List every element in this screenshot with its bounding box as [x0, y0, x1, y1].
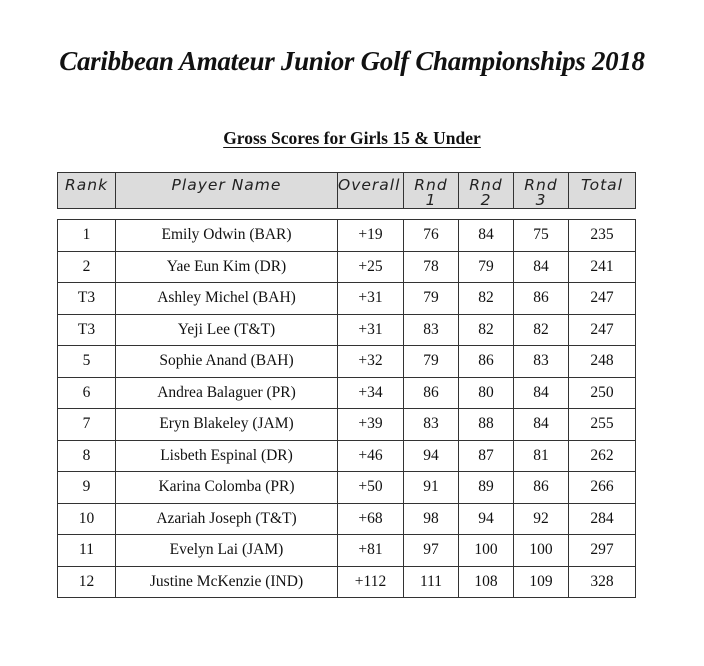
header-rnd-3: Rnd 3	[514, 173, 569, 209]
overall-cell: +34	[338, 377, 404, 409]
rnd-2-cell: 89	[459, 472, 514, 504]
overall-cell: +46	[338, 440, 404, 472]
total-cell: 247	[569, 283, 636, 315]
rnd-3-cell: 86	[514, 283, 569, 315]
rnd-3-cell: 84	[514, 251, 569, 283]
total-cell: 284	[569, 503, 636, 535]
rnd-1-cell: 83	[404, 409, 459, 441]
table-row	[58, 503, 636, 535]
header-rnd-2: Rnd 2	[459, 173, 514, 209]
header-rnd-1: Rnd 1	[404, 173, 459, 209]
rnd-3-cell: 83	[514, 346, 569, 378]
table-row	[58, 220, 636, 252]
player-name-cell: Azariah Joseph (T&T)	[116, 503, 338, 535]
rnd-3-cell: 75	[514, 220, 569, 252]
rnd-3-cell: 109	[514, 566, 569, 598]
player-name-cell: Justine McKenzie (IND)	[116, 566, 338, 598]
player-name-cell: Karina Colomba (PR)	[116, 472, 338, 504]
overall-cell: +25	[338, 251, 404, 283]
rank-cell: 5	[58, 346, 116, 378]
table-row	[58, 314, 636, 346]
table-row	[58, 377, 636, 409]
overall-cell: +81	[338, 535, 404, 567]
overall-cell: +31	[338, 314, 404, 346]
player-name-cell: Evelyn Lai (JAM)	[116, 535, 338, 567]
total-cell: 266	[569, 472, 636, 504]
rnd-2-cell: 87	[459, 440, 514, 472]
player-name-cell: Andrea Balaguer (PR)	[116, 377, 338, 409]
player-name-cell: Yae Eun Kim (DR)	[116, 251, 338, 283]
player-name-cell: Eryn Blakeley (JAM)	[116, 409, 338, 441]
rank-cell: 6	[58, 377, 116, 409]
overall-cell: +19	[338, 220, 404, 252]
header-total: Total	[569, 173, 636, 209]
rank-cell: 10	[58, 503, 116, 535]
total-cell: 328	[569, 566, 636, 598]
rank-cell: 7	[58, 409, 116, 441]
overall-cell: +32	[338, 346, 404, 378]
rank-cell: 2	[58, 251, 116, 283]
table-row	[58, 566, 636, 598]
rnd-3-cell: 81	[514, 440, 569, 472]
total-cell: 235	[569, 220, 636, 252]
rnd-1-cell: 86	[404, 377, 459, 409]
rank-cell: T3	[58, 314, 116, 346]
header-player-name: Player Name	[116, 173, 338, 209]
player-name-cell: Yeji Lee (T&T)	[116, 314, 338, 346]
rnd-3-cell: 86	[514, 472, 569, 504]
rnd-2-cell: 82	[459, 283, 514, 315]
player-name-cell: Sophie Anand (BAH)	[116, 346, 338, 378]
rnd-3-cell: 100	[514, 535, 569, 567]
rnd-1-cell: 111	[404, 566, 459, 598]
overall-cell: +39	[338, 409, 404, 441]
total-cell: 262	[569, 440, 636, 472]
rnd-1-cell: 79	[404, 346, 459, 378]
table-row	[58, 283, 636, 315]
total-cell: 297	[569, 535, 636, 567]
page-title: Caribbean Amateur Junior Golf Championships 2018	[59, 46, 645, 76]
rank-cell: T3	[58, 283, 116, 315]
total-cell: 241	[569, 251, 636, 283]
rnd-2-cell: 82	[459, 314, 514, 346]
rnd-2-cell: 100	[459, 535, 514, 567]
rank-cell: 8	[58, 440, 116, 472]
table-row	[58, 440, 636, 472]
rnd-1-cell: 79	[404, 283, 459, 315]
rnd-2-cell: 80	[459, 377, 514, 409]
rnd-3-cell: 82	[514, 314, 569, 346]
table-row	[58, 409, 636, 441]
rnd-1-cell: 91	[404, 472, 459, 504]
rnd-2-cell: 79	[459, 251, 514, 283]
rnd-3-cell: 84	[514, 409, 569, 441]
player-name-cell: Ashley Michel (BAH)	[116, 283, 338, 315]
rank-cell: 12	[58, 566, 116, 598]
rnd-3-cell: 92	[514, 503, 569, 535]
overall-cell: +50	[338, 472, 404, 504]
table-subtitle: Gross Scores for Girls 15 & Under	[223, 128, 481, 148]
rank-cell: 11	[58, 535, 116, 567]
table-row	[58, 472, 636, 504]
rank-cell: 1	[58, 220, 116, 252]
player-name-cell: Lisbeth Espinal (DR)	[116, 440, 338, 472]
rnd-2-cell: 84	[459, 220, 514, 252]
rnd-1-cell: 97	[404, 535, 459, 567]
rnd-2-cell: 108	[459, 566, 514, 598]
total-cell: 248	[569, 346, 636, 378]
scores-table-header	[57, 172, 636, 209]
total-cell: 250	[569, 377, 636, 409]
player-name-cell: Emily Odwin (BAR)	[116, 220, 338, 252]
overall-cell: +31	[338, 283, 404, 315]
rnd-1-cell: 83	[404, 314, 459, 346]
total-cell: 255	[569, 409, 636, 441]
total-cell: 247	[569, 314, 636, 346]
rnd-1-cell: 94	[404, 440, 459, 472]
rnd-2-cell: 86	[459, 346, 514, 378]
header-rank: Rank	[58, 173, 116, 209]
table-row	[58, 535, 636, 567]
table-row	[58, 251, 636, 283]
rank-cell: 9	[58, 472, 116, 504]
rnd-2-cell: 88	[459, 409, 514, 441]
scores-table	[57, 219, 636, 598]
rnd-1-cell: 98	[404, 503, 459, 535]
rnd-1-cell: 76	[404, 220, 459, 252]
rnd-2-cell: 94	[459, 503, 514, 535]
rnd-3-cell: 84	[514, 377, 569, 409]
overall-cell: +112	[338, 566, 404, 598]
header-overall: Overall	[338, 173, 404, 209]
rnd-1-cell: 78	[404, 251, 459, 283]
table-row	[58, 346, 636, 378]
overall-cell: +68	[338, 503, 404, 535]
